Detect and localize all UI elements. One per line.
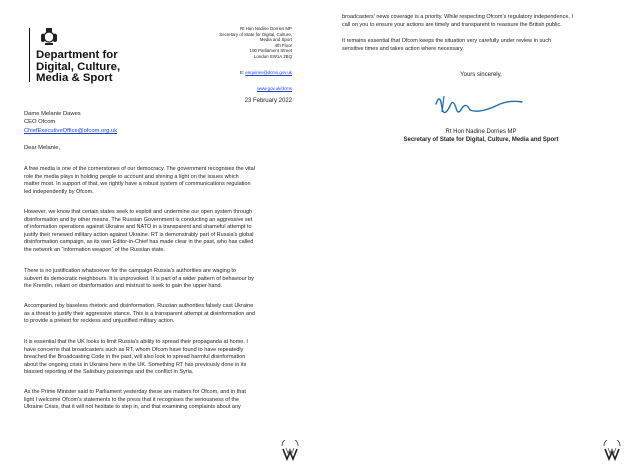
paragraph-line: broadcasters' news coverage is a priority. While respecting Ofcom's regulatory independence, I	[342, 14, 573, 20]
paragraph-line: sensitive times and takes action where necessary.	[342, 45, 464, 52]
body-paragraph	[24, 339, 296, 377]
paragraph-line: of information operations against Ukraine and NATO in a transparent and shameful attempt to	[24, 224, 252, 231]
royal-crest-icon	[38, 26, 60, 48]
body-paragraph	[24, 303, 296, 326]
paragraph-line: disinformation and by other means. The Russian Government is conducting an aggressive set	[24, 216, 253, 223]
paragraph-line: role the media plays in holding people to account and shining a light on the issues which	[24, 173, 239, 180]
paragraph-line: led independently by Ofcom.	[24, 188, 94, 195]
letter-date: 23 February 2022	[244, 98, 292, 104]
disability-confident-badge-icon	[602, 440, 622, 462]
website-link[interactable]: www.gov.uk/dcms	[257, 86, 292, 91]
disability-confident-badge-icon	[280, 440, 300, 462]
recipient-block	[24, 110, 81, 126]
enquiries-prefix: E:	[240, 70, 245, 75]
department-line: Media & Sport	[36, 72, 113, 85]
body-paragraph	[24, 166, 296, 196]
paragraph-line: light I welcome Ofcom's statements to the press that it recognises the seriousness of the	[24, 396, 240, 403]
paragraph-line: As the Prime Minister said to Parliament yesterday these are matters for Ofcom, and in that	[24, 389, 246, 395]
body-paragraph	[342, 38, 632, 53]
sender-line: Media and Sport	[259, 37, 292, 43]
paragraph-line: A free media is one of the cornerstones of our democracy. The government recognises the vital	[24, 166, 255, 172]
paragraph-line: There is no justification whatsoever for the campaign Russia's authorities are waging to	[24, 268, 236, 274]
paragraph-line: breached the Broadcasting Code in the past, will also look to spread harmful disinformation	[24, 354, 246, 361]
letter-page-2	[322, 0, 640, 468]
paragraph-line: the Kremlin, reliant on disinformation and mistrust to seek to gain the upper hand.	[24, 283, 223, 290]
department-name	[36, 50, 146, 85]
sender-line: Secretary of State for Digital, Culture,	[219, 31, 292, 37]
body-paragraph	[24, 268, 296, 291]
sender-line: 100 Parliament Street	[249, 48, 292, 54]
paragraph-line: subvert its democratic neighbours. It is unprovoked. It is part of a wider pattern of behaviour by	[24, 275, 254, 282]
paragraph-line: the network an “information weapon” of the Russian state.	[24, 246, 165, 253]
department-divider	[29, 28, 30, 82]
paragraph-line: However, we know that certain states seek to exploit and undermine our open system through	[24, 209, 253, 215]
paragraph-line: biassed reporting of the Salisbury poisonings and the conflict in Syria.	[24, 369, 194, 376]
body-paragraph	[24, 209, 296, 255]
signatory-name: Rt Hon Nadine Dorries MP	[445, 129, 517, 135]
enquiries-contact	[190, 70, 292, 75]
department-line: Digital, Culture,	[36, 60, 121, 73]
paragraph-line: as a threat to justify their aggressive stance. This is a transparent attempt at disinformation and	[24, 310, 256, 317]
paragraph-line: Ukraine Crisis, that it will not hesitate to step in, and that examining complaints about any	[24, 404, 241, 411]
recipient-title: CEO Ofcom	[24, 119, 56, 125]
paragraph-line: Accompanied by baseless rhetoric and disinformation, Russian authorities falsely cast Ukraine	[24, 303, 254, 309]
paragraph-line: to provide a pretext for reckless and unjustified military action.	[24, 318, 175, 325]
paragraph-line: justify their renewed military action against Ukraine. RT is demonstrably part of Russia's global	[24, 231, 254, 238]
paragraph-line: It remains essential that Ofcom keeps the situation very carefully under review in such	[342, 38, 552, 44]
closing: Yours sincerely,	[460, 72, 502, 78]
sender-line: 4th Floor	[274, 42, 292, 48]
paragraph-line: call on you to ensure your actions are timely and transparent to reassure the British public.	[342, 21, 562, 28]
enquiries-email-link[interactable]: enquiries@dcms.gov.uk	[245, 70, 292, 75]
body-paragraph	[342, 14, 632, 29]
department-line: Department for	[36, 49, 118, 61]
sender-address	[190, 26, 292, 60]
signature-block	[322, 128, 640, 144]
paragraph-line: matter most. In support of that, we rightly have a robust system of communications regulation	[24, 181, 251, 188]
recipient-name: Dame Melanie Dawes	[24, 111, 81, 117]
sender-line: London SW1A 2BQ	[253, 53, 292, 59]
body-paragraph	[24, 389, 296, 412]
paragraph-line: have concerns that broadcasters such as RT, whom Ofcom have found to have repeatedly	[24, 346, 244, 353]
signatory-title: Secretary of State for Digital, Culture, Media and Sport	[403, 137, 559, 143]
paragraph-line: It is essential that the UK looks to limit Russia's ability to spread their propaganda at home. I	[24, 339, 248, 345]
recipient-email-link[interactable]: ChiefExecutiveOffice@ofcom.org.uk	[24, 128, 118, 134]
sender-line: Rt Hon Nadine Dorries MP	[240, 26, 292, 31]
handwritten-signature	[430, 90, 530, 118]
paragraph-line: disinformation campaign, as its own Editor-in-Chief has made clear in the past, who has called	[24, 239, 254, 246]
salutation: Dear Melanie,	[24, 145, 61, 151]
paragraph-line: about the ongoing crisis in Ukraine here in the UK. Something RT has previously done in its	[24, 361, 247, 368]
